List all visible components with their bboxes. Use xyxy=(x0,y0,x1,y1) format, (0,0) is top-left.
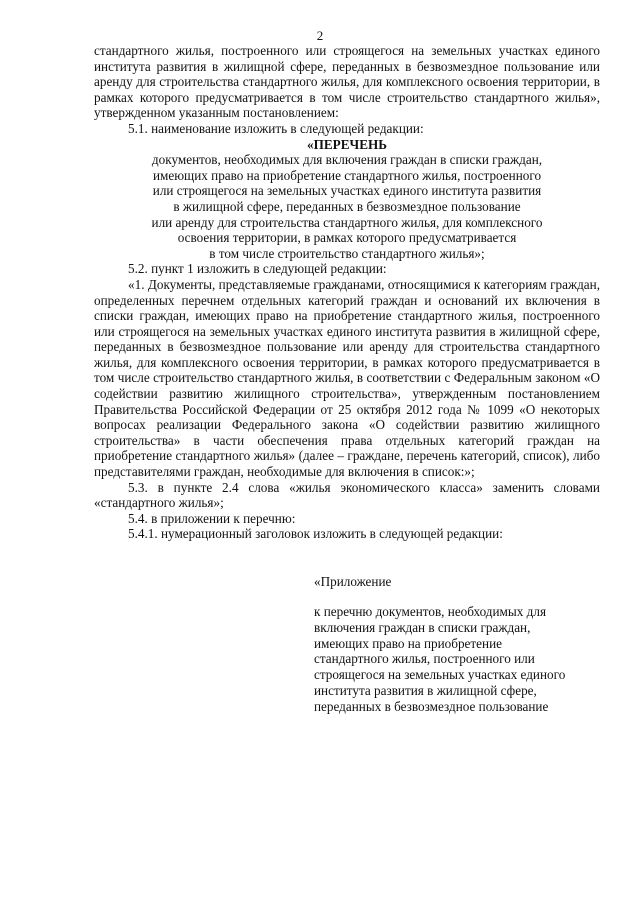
subtitle-line: или строящегося на земельных участках единого института развития xyxy=(152,183,542,199)
clause-5-2: 5.2. пункт 1 изложить в следующей редакции: xyxy=(128,261,387,277)
appendix-line: строящегося на земельных участках единого xyxy=(314,667,566,683)
clause-5-4: 5.4. в приложении к перечню: xyxy=(128,510,296,526)
appendix-line: имеющих право на приобретение xyxy=(314,635,502,651)
list-subtitle xyxy=(94,152,600,261)
page-number: 2 xyxy=(316,28,324,43)
subtitle-line: в жилищной сфере, переданных в безвозмездное пользование xyxy=(173,198,521,214)
subtitle-line: имеющих право на приобретение стандартного жилья, построенного xyxy=(152,167,542,183)
intro-paragraph: стандартного жилья, построенного или строящегося на земельных участках единого института развития в жилищной сфере, переданных в безвозмездное пользование или аренду для строительства стандартного жилья, для комплексного освоения территории, в рамках которого предусматривается в том числе строительство стандартного жилья», утвержденном указанным постановлением: xyxy=(94,43,600,121)
subtitle-line: документов, необходимых для включения граждан в списки граждан, xyxy=(151,152,543,168)
appendix-line: института развития в жилищной сфере, xyxy=(314,682,537,698)
clause-5-1: 5.1. наименование изложить в следующей редакции: xyxy=(128,120,424,136)
appendix-line: переданных в безвозмездное пользование xyxy=(314,698,549,714)
subtitle-line: в том числе строительство стандартного жилья»; xyxy=(209,245,485,261)
appendix-line: стандартного жилья, построенного или xyxy=(314,651,535,667)
clause-5-4-1: 5.4.1. нумерационный заголовок изложить в следующей редакции: xyxy=(128,526,503,542)
appendix-caption xyxy=(314,604,604,715)
subtitle-line: или аренду для строительства стандартного жилья, для комплексного xyxy=(151,214,543,230)
list-heading: «ПЕРЕЧЕНЬ xyxy=(307,136,387,152)
document-body xyxy=(94,43,600,542)
appendix-title: «Приложение xyxy=(314,574,392,589)
appendix-line: к перечню документов, необходимых для xyxy=(314,604,547,619)
item-1-text: «1. Документы, представляемые гражданами, относящимися к категориям граждан, определенных перечнем отдельных категорий граждан и оснований их включения в списки граждан, имеющих право на приобретение стандартного жилья, построенного или строящегося на земельных участках единого института развития в жилищной сфере, переданных в безвозмездное пользование или аренду для строительства стандартного жилья, для комплексного освоения территории, в рамках которого предусматривается в том числе строительство стандартного жилья, в соответствии с Федеральным законом «О содействии развитию жилищного строительства», утвержденным постановлением Правительства Российской Федерации от 25 октября 2012 года № 1099 «О некоторых вопросах реализации Федерального закона «О содействии развитию жилищного строительства» в части обеспечения права отдельных категорий граждан на приобретение стандартного жилья» (далее – граждане, перечень категорий, список), либо представителями граждан, необходимые для включения в список:»; xyxy=(94,276,600,480)
clause-5-3: 5.3. в пункте 2.4 слова «жилья экономического класса» заменить словами «стандартного жилья»; xyxy=(94,479,600,511)
subtitle-line: освоения территории, в рамках которого предусматривается xyxy=(177,230,517,246)
appendix-line: включения граждан в списки граждан, xyxy=(314,619,531,635)
